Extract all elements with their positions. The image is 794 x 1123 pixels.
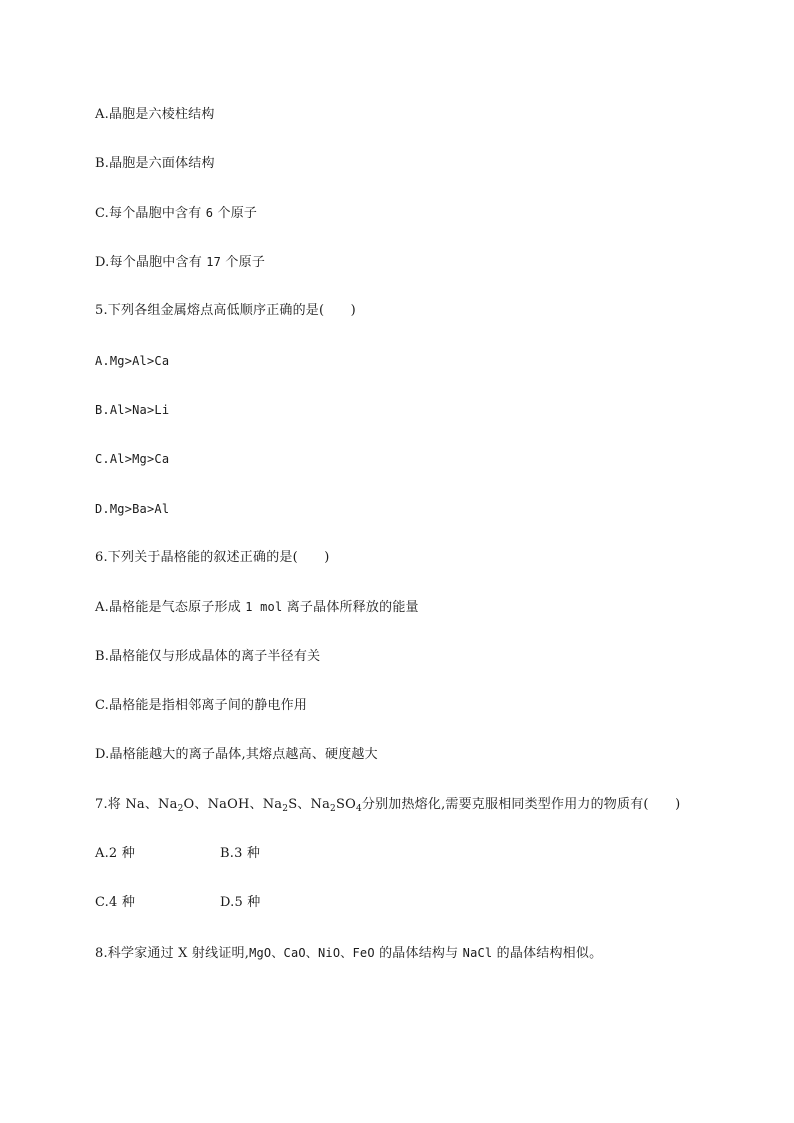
q8-stem-prefix: 8.科学家通过 X 射线证明, [95,946,250,961]
q7-options-row-2 [95,894,495,912]
q5-stem: 5.下列各组金属熔点高低顺序正确的是( ) [95,303,356,318]
q7-stem-prefix: 7.将 Na、Na [95,797,178,812]
q5-option-a: A.Mg>Al>Ca [95,354,170,368]
q7-sub-2c: 2 [330,804,336,814]
q5-option-d: D.Mg>Ba>Al [95,502,170,516]
q6-option-a-suffix: 离子晶体所释放的能量 [282,600,419,615]
q7-option-c: C.4 种 [95,895,136,910]
q8-nacl: NaCl [462,946,493,960]
q4-option-b: B.晶胞是六面体结构 [95,156,215,171]
q5-option-b: B.Al>Na>Li [95,403,170,417]
q6-option-b: B.晶格能仅与形成晶体的离子半径有关 [95,649,321,664]
q6-option-a-text: A.晶格能是气态原子形成 [95,600,246,615]
q5-option-c: C.Al>Mg>Ca [95,452,170,466]
q8-stem-middle: 的晶体结构与 [374,946,463,961]
q8-compounds: MgO、CaO、NiO、FeO [249,946,375,960]
q4-option-d-suffix: 个原子 [221,255,266,270]
q7-option-d: D.5 种 [220,895,261,910]
q7-sub-4: 4 [355,804,362,814]
q8-stem [95,944,602,963]
q6-option-c: C.晶格能是指相邻离子间的静电作用 [95,698,308,713]
q4-option-d-text: D.每个晶胞中含有 [95,255,207,270]
q8-stem-suffix: 的晶体结构相似。 [492,946,603,961]
q4-option-d [95,253,265,272]
q7-stem-so: SO [335,797,356,812]
q7-stem-suffix: 分别加热熔化,需要克服相同类型作用力的物质有( ) [361,797,681,812]
q4-option-a: A.晶胞是六棱柱结构 [95,107,215,122]
q7-stem [95,796,680,814]
q7-option-b: B.3 种 [220,846,261,861]
q4-option-c-number: 6 [205,206,214,220]
q6-option-a [95,598,419,617]
q4-option-c [95,204,257,223]
q7-sub-2a: 2 [177,804,184,814]
q7-stem-s: S、Na [288,797,331,812]
q7-sub-2b: 2 [282,804,289,814]
q4-option-c-suffix: 个原子 [213,206,258,221]
q7-option-a: A.2 种 [95,846,135,861]
q7-stem-o: O、NaOH、Na [183,797,283,812]
q4-option-d-number: 17 [206,255,222,269]
q4-option-c-text: C.每个晶胞中含有 [95,206,206,221]
q6-option-d: D.晶格能越大的离子晶体,其熔点越高、硬度越大 [95,747,378,762]
q7-options-row-1 [95,845,495,863]
q6-stem: 6.下列关于晶格能的叙述正确的是( ) [95,550,330,565]
q6-option-a-unit: 1 mol [245,600,283,614]
